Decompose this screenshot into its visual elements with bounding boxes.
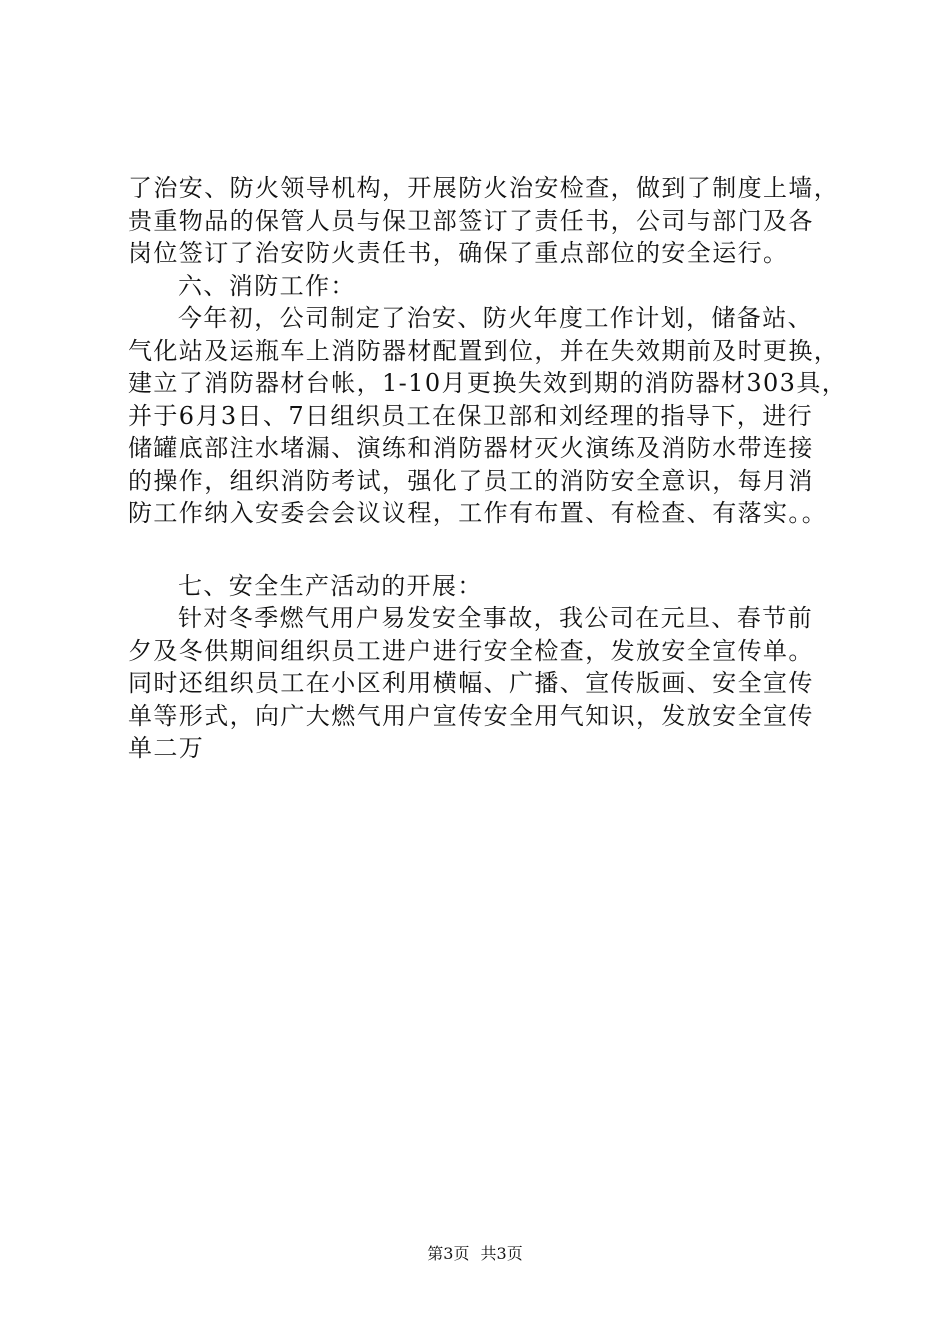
paragraph [128,602,848,765]
page-total: 共3页 [480,1244,523,1263]
text-line: 同时还组织员工在小区利用横幅、广播、宣传版画、安全宣传 [128,669,814,697]
section-heading: 七、安全生产活动的开展： [178,571,483,600]
text-line: 夕及冬供期间组织员工进户进行安全检查，发放安全宣传单。 [128,636,814,665]
paragraph [128,302,848,530]
text-line: 防工作纳入安委会会议议程，工作有布置、有检查、有落实。。 [128,499,828,527]
text-line: 针对冬季燃气用户易发安全事故，我公司在元旦、春节前 [178,604,813,632]
text-line: 储罐底部注水堵漏、演练和消防器材灭火演练及消防水带连接 [128,434,814,462]
text-line: 今年初，公司制定了治安、防火年度工作计划，储备站、 [178,304,813,332]
page-number: 第3页 [427,1244,470,1263]
section-heading-safety-activities [128,570,848,603]
paragraph [128,172,848,270]
text-line: 单二万 [128,734,205,762]
text-line: 了治安、防火领导机构，开展防火治安检查，做到了制度上墙， [128,174,840,202]
text-line: 贵重物品的保管人员与保卫部签订了责任书，公司与部门及各 [128,206,814,235]
text-line: 并于6月3日、7日组织员工在保卫部和刘经理的指导下，进行 [128,401,814,430]
text-line: 建立了消防器材台帐，1-10月更换失效到期的消防器材303具， [128,369,848,397]
page-footer [0,1244,950,1264]
text-line: 单等形式，向广大燃气用户宣传安全用气知识，发放安全宣传 [128,701,814,730]
text-line: 气化站及运瓶车上消防器材配置到位，并在失效期前及时更换， [128,336,840,365]
text-line: 的操作，组织消防考试，强化了员工的消防安全意识，每月消 [128,466,814,495]
document-body [128,172,848,765]
section-heading-fire-safety [128,270,848,303]
text-line: 岗位签订了治安防火责任书，确保了重点部位的安全运行。 [128,239,789,267]
paragraph-gap [128,530,848,570]
section-heading: 六、消防工作： [178,271,356,300]
